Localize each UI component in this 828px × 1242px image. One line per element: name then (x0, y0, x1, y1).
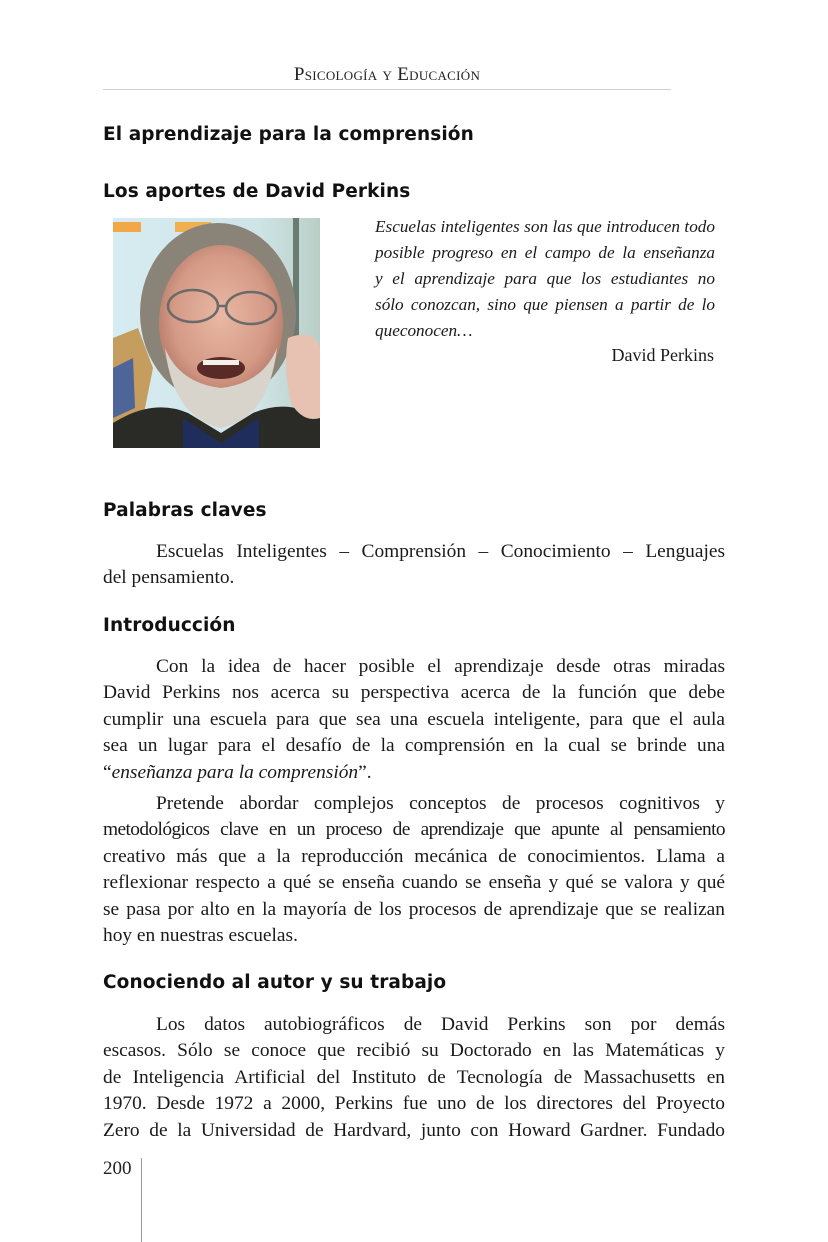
paragraph-line: reflexionar respecto a qué se enseña cuando se enseña y qué se valora y qué (103, 872, 725, 894)
paragraph-line: creativo más que a la reproducción mecánica de conocimientos. Llama a (103, 845, 725, 867)
keywords-paragraph (103, 539, 725, 592)
running-header: Psicología y Educación (293, 64, 481, 85)
paragraph-line: hoy en nuestras escuelas. (103, 925, 298, 947)
epigraph-line: queconocen… (375, 321, 473, 340)
paragraph-line: 1970. Desde 1972 a 2000, Perkins fue uno de los directores del Proyecto (103, 1093, 725, 1115)
page-number: 200 (103, 1158, 132, 1179)
paragraph-line: Los datos autobiográficos de David Perkins son por demás (156, 1014, 725, 1035)
paragraph-line: Con la idea de hacer posible el aprendizaje desde otras miradas (156, 656, 725, 677)
author-section-heading: Conociendo al autor y su trabajo (103, 972, 447, 993)
paragraph-line (103, 760, 725, 786)
author-section-paragraph (103, 1012, 725, 1144)
epigraph-line: Escuelas inteligentes son las que introducen todo (375, 217, 715, 236)
footer-rule (141, 1158, 142, 1242)
paragraph-line: Pretende abordar complejos conceptos de procesos cognitivos y (156, 793, 725, 814)
paragraph-line: metodológicos clave en un proceso de aprendizaje que apunte al pensamiento (103, 819, 725, 841)
epigraph-quote (375, 214, 715, 344)
chapter-title: El aprendizaje para la comprensión (103, 124, 474, 145)
epigraph-line: posible progreso en el campo de la enseñanza (375, 243, 715, 262)
introduction-paragraph-1 (103, 654, 725, 786)
introduction-heading: Introducción (103, 615, 236, 636)
paragraph-line: Zero de la Universidad de Hardvard, junto con Howard Gardner. Fundado (103, 1119, 725, 1141)
epigraph-line: y el aprendizaje para que los estudiantes no (375, 269, 715, 288)
paragraph-line: de Inteligencia Artificial del Instituto de Tecnología de Massachusetts en (103, 1066, 725, 1088)
keywords-heading: Palabras claves (103, 500, 267, 521)
header-rule (103, 89, 671, 90)
keywords-line: del pensamiento. (103, 567, 235, 589)
keywords-line: Escuelas Inteligentes – Comprensión – Conocimiento – Lenguajes (156, 541, 725, 562)
section-title: Los aportes de David Perkins (103, 181, 411, 202)
epigraph-author: David Perkins (611, 345, 714, 365)
introduction-paragraph-2 (103, 791, 725, 949)
person-portrait-icon (113, 218, 320, 448)
paragraph-line: se pasa por alto en la mayoría de los procesos de aprendizaje que se realizan (103, 898, 725, 920)
author-photo (113, 218, 320, 448)
emphasized-phrase: enseñanza para la comprensión (111, 761, 359, 783)
paragraph-line: sea un lugar para el desafío de la comprensión en la cual se brinde una (103, 735, 725, 757)
paragraph-line: David Perkins nos acerca su perspectiva acerca de la función que debe (103, 682, 725, 704)
open-quote: “ (103, 761, 112, 783)
epigraph-line: sólo conozcan, sino que piensen a partir de lo (375, 295, 715, 314)
close-quote: ”. (358, 761, 372, 783)
paragraph-line: escasos. Sólo se conoce que recibió su Doctorado en las Matemáticas y (103, 1040, 725, 1062)
paragraph-line: cumplir una escuela para que sea una escuela inteligente, para que el aula (103, 708, 725, 730)
